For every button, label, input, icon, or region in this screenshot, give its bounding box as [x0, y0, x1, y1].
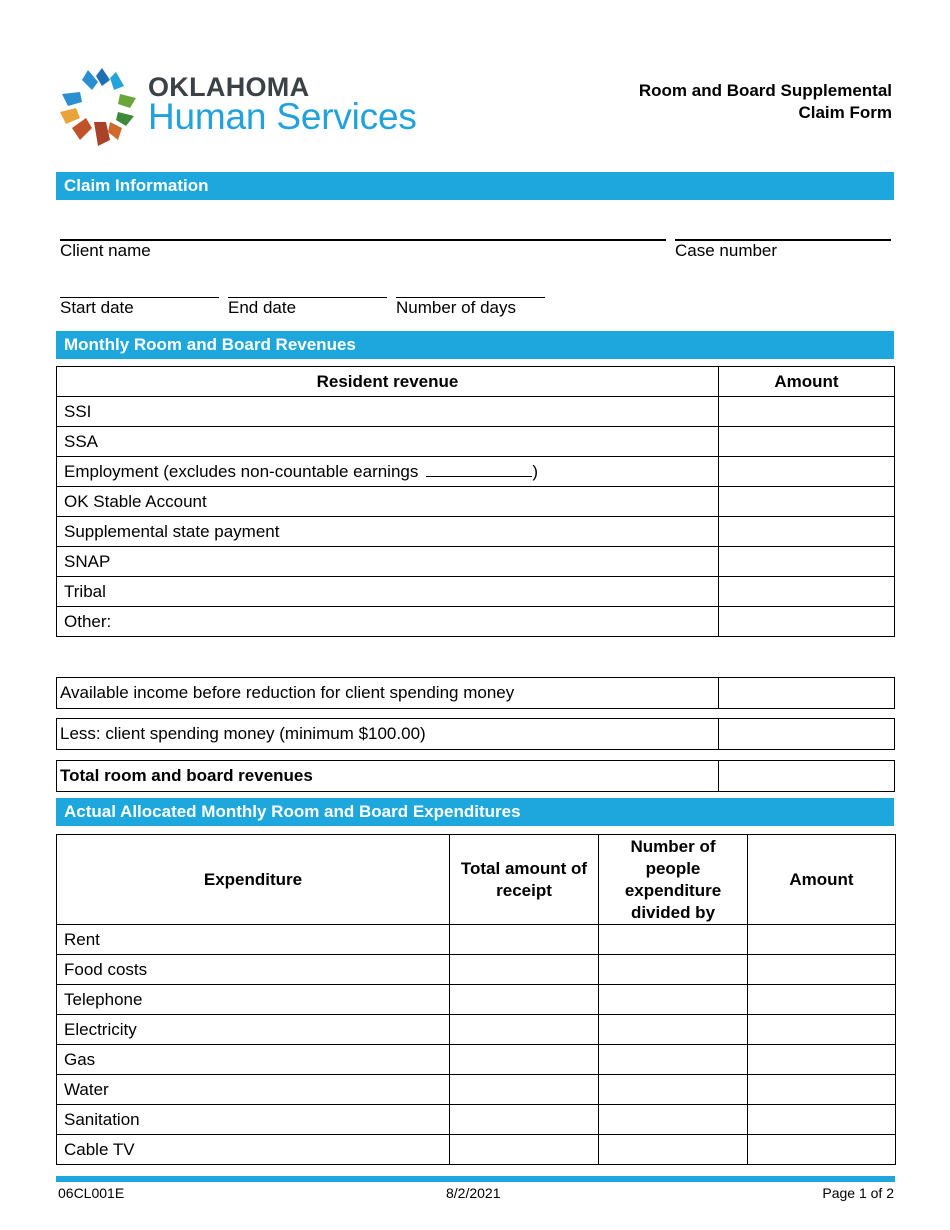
expenditure-label: Gas [57, 1045, 450, 1075]
total-receipt-input[interactable] [450, 925, 599, 955]
form-title-line2: Claim Form [798, 103, 892, 122]
expenditure-label: Sanitation [57, 1105, 450, 1135]
expenditure-amount-input[interactable] [748, 985, 896, 1015]
revenue-amount-input[interactable] [719, 487, 895, 517]
revenue-row-snap [57, 547, 895, 577]
revenue-label: Other: [57, 607, 719, 637]
non-countable-earnings-input[interactable] [426, 462, 532, 477]
expenditure-col-header: Expenditure [57, 835, 450, 925]
revenue-row-ssa [57, 427, 895, 457]
amount-col-header: Amount [719, 367, 895, 397]
revenue-amount-input[interactable] [719, 397, 895, 427]
revenue-amount-input[interactable] [719, 457, 895, 487]
revenue-col-header: Resident revenue [57, 367, 719, 397]
expenditure-amount-col-header: Amount [748, 835, 896, 925]
revenue-amount-input[interactable] [719, 427, 895, 457]
total-revenues-input[interactable] [719, 761, 895, 792]
footer-rule [56, 1176, 895, 1182]
expenditure-label: Telephone [57, 985, 450, 1015]
expenditure-amount-input[interactable] [748, 1105, 896, 1135]
expenditure-table [56, 834, 896, 1165]
total-receipt-input[interactable] [450, 1015, 599, 1045]
expenditure-row-water [57, 1075, 896, 1105]
revenue-label: SNAP [57, 547, 719, 577]
expenditure-amount-input[interactable] [748, 1045, 896, 1075]
section-expenditures: Actual Allocated Monthly Room and Board Expenditures [56, 798, 894, 826]
spending-money-input[interactable] [719, 719, 895, 750]
form-code: 06CL001E [58, 1185, 125, 1201]
client-name-field[interactable] [60, 239, 666, 260]
people-divided-input[interactable] [599, 1135, 748, 1165]
expenditure-header-row [57, 835, 896, 925]
revenue-amount-input[interactable] [719, 547, 895, 577]
revenue-row-tribal [57, 577, 895, 607]
total-receipt-input[interactable] [450, 1105, 599, 1135]
expenditure-label: Electricity [57, 1015, 450, 1045]
start-date-label: Start date [60, 298, 134, 317]
revenue-label: OK Stable Account [57, 487, 719, 517]
revenue-label: SSI [57, 397, 719, 427]
available-income-input[interactable] [719, 678, 895, 709]
end-date-label: End date [228, 298, 297, 317]
revenue-row-employment [57, 457, 895, 487]
total-receipt-input[interactable] [450, 955, 599, 985]
expenditure-row-gas [57, 1045, 896, 1075]
case-number-field[interactable] [675, 239, 891, 260]
expenditure-amount-input[interactable] [748, 1135, 896, 1165]
form-title-line1: Room and Board Supplemental [638, 81, 892, 100]
expenditure-amount-input[interactable] [748, 1075, 896, 1105]
form-title [639, 80, 892, 124]
available-income-row [56, 677, 895, 709]
expenditure-amount-input[interactable] [748, 955, 896, 985]
section-monthly-revenues: Monthly Room and Board Revenues [56, 331, 894, 359]
expenditure-row-electricity [57, 1015, 896, 1045]
expenditure-label: Water [57, 1075, 450, 1105]
total-receipt-input[interactable] [450, 1045, 599, 1075]
revenue-label-employment [57, 457, 719, 487]
end-date-field[interactable] [228, 297, 387, 317]
revenue-label: SSA [57, 427, 719, 457]
total-receipt-input[interactable] [450, 985, 599, 1015]
revenue-amount-input[interactable] [719, 517, 895, 547]
revenue-amount-input[interactable] [719, 577, 895, 607]
people-divided-col-header: Number of people expenditure divided by [599, 835, 748, 925]
number-of-days-field[interactable] [396, 297, 545, 317]
total-receipt-input[interactable] [450, 1135, 599, 1165]
expenditure-row-telephone [57, 985, 896, 1015]
expenditure-row-sanitation [57, 1105, 896, 1135]
expenditure-label: Rent [57, 925, 450, 955]
employment-close-paren: ) [532, 461, 539, 481]
revenue-header-row [57, 367, 895, 397]
logo-text-oklahoma: OKLAHOMA [148, 72, 310, 102]
total-revenues-label: Total room and board revenues [57, 761, 719, 792]
page-number: Page 1 of 2 [822, 1185, 894, 1201]
total-revenues-row [56, 760, 895, 792]
revenue-label: Tribal [57, 577, 719, 607]
case-number-label: Case number [675, 241, 778, 260]
section-claim-information: Claim Information [56, 172, 894, 200]
expenditure-label: Cable TV [57, 1135, 450, 1165]
client-name-label: Client name [60, 241, 151, 260]
expenditure-row-rent [57, 925, 896, 955]
people-divided-input[interactable] [599, 1015, 748, 1045]
form-date: 8/2/2021 [446, 1185, 501, 1201]
star-emblem-icon [58, 66, 140, 148]
people-divided-input[interactable] [599, 1075, 748, 1105]
expenditure-row-food [57, 955, 896, 985]
logo-text-human-services: Human Services [148, 96, 417, 137]
revenue-label: Supplemental state payment [57, 517, 719, 547]
expenditure-label: Food costs [57, 955, 450, 985]
expenditure-amount-input[interactable] [748, 1015, 896, 1045]
people-divided-input[interactable] [599, 955, 748, 985]
total-receipt-col-header: Total amount of receipt [450, 835, 599, 925]
spending-money-row [56, 718, 895, 750]
revenue-label: Employment (excludes non-countable earnings [64, 461, 419, 481]
spending-money-label: Less: client spending money (minimum $100.00) [57, 719, 719, 750]
expenditure-amount-input[interactable] [748, 925, 896, 955]
people-divided-input[interactable] [599, 985, 748, 1015]
available-income-label: Available income before reduction for client spending money [57, 678, 719, 709]
agency-logo [58, 66, 438, 148]
people-divided-input[interactable] [599, 1105, 748, 1135]
revenue-row-supplemental [57, 517, 895, 547]
people-divided-input[interactable] [599, 1045, 748, 1075]
total-receipt-input[interactable] [450, 1075, 599, 1105]
expenditure-row-cable-tv [57, 1135, 896, 1165]
revenue-amount-input[interactable] [719, 607, 895, 637]
revenue-row-ok-stable [57, 487, 895, 517]
revenue-row-ssi [57, 397, 895, 427]
start-date-field[interactable] [60, 297, 219, 317]
revenue-row-other [57, 607, 895, 637]
number-of-days-label: Number of days [396, 298, 516, 317]
people-divided-input[interactable] [599, 925, 748, 955]
revenue-table [56, 366, 895, 637]
